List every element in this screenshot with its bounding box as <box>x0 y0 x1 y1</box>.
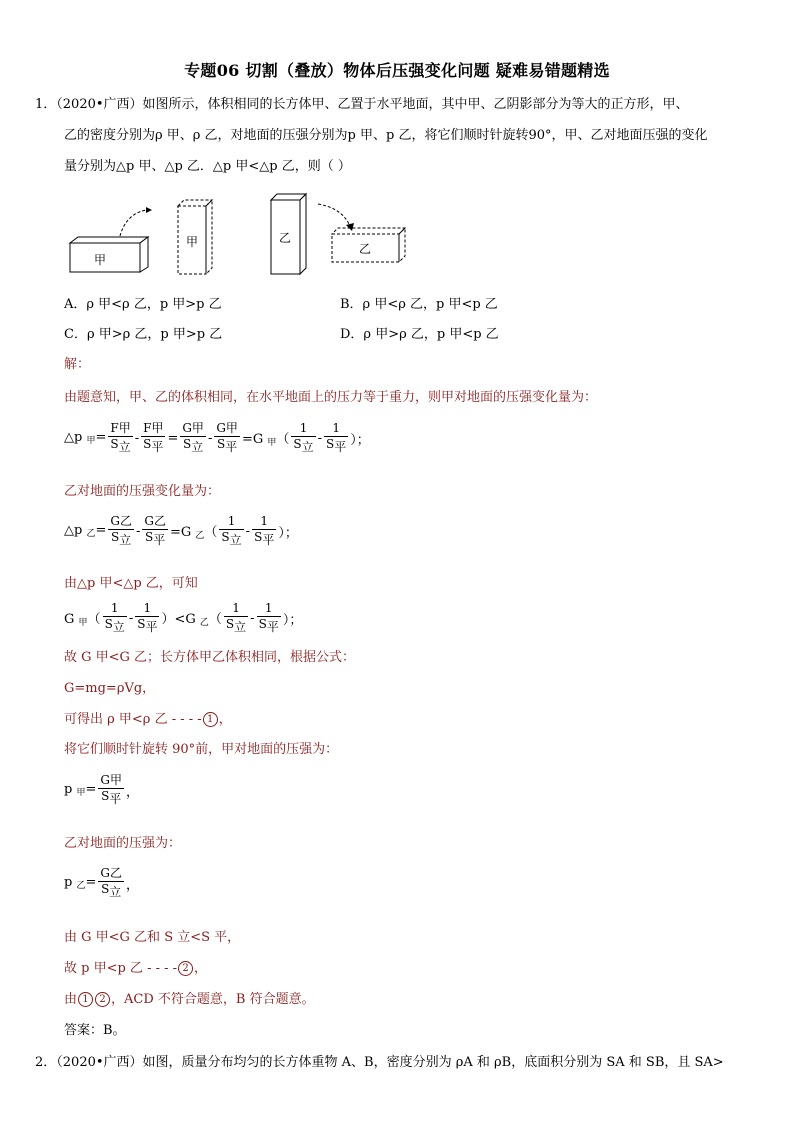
solution-step-7: 将它们顺时针旋转 90°前，甲对地面的压强为： <box>64 742 339 757</box>
solution-step-2: 乙对地面的压强变化量为： <box>64 484 221 499</box>
step-6-text: 可得出 ρ 甲<ρ 乙 - - - - <box>64 712 202 727</box>
q1-stem-line3: 量分别为△p 甲、△p 乙．△p 甲<△p 乙，则（ ） <box>64 159 351 174</box>
circled-number-2: 2 <box>178 961 193 976</box>
q1-figure <box>60 188 430 288</box>
solution-step-3: 由△p 甲<△p 乙，可知 <box>64 576 198 591</box>
box-jia-standing <box>178 200 212 274</box>
solution-step-6 <box>64 712 232 728</box>
box-yi-lying <box>332 228 405 262</box>
q1-stem-line1: 1．（2020•广西）如图所示，体积相同的长方体甲、乙置于水平地面，其中甲、乙阴影部分为等大的正方形，甲、 <box>35 97 689 112</box>
rotate-arrow-1 <box>120 210 146 236</box>
step-10-text: 故 p 甲<p 乙 - - - - <box>64 961 178 976</box>
solution-step-10 <box>64 961 207 977</box>
formula-p-yi: p $_乙$= $\frac{\text{G乙}}{\text{S立}}$ ， <box>64 866 139 899</box>
formula-delta-p-jia: △p $_甲$= $\frac{\text{F甲}}{\text{S立}}$ - $\frac{\text{F甲}}{\text{S平}}$ = $\frac{\text{G甲}}{\text{S立}}$ - $\frac{\text{G甲}}{\text{S平}}$ =G $_甲$（ $\frac{1}{\text{S立}}$ - $\frac{1}{\text{S平}}$ ）； <box>64 421 370 454</box>
option-a: A．ρ 甲<ρ 乙，p 甲>p 乙 <box>64 297 222 312</box>
formula-p-jia: p $_甲$= $\frac{\text{G甲}}{\text{S平}}$ ， <box>64 773 139 806</box>
answer-line: 答案：B。 <box>64 1023 126 1038</box>
label-jia-1: 甲 <box>93 253 107 267</box>
box-yi-standing <box>271 194 306 274</box>
solution-step-4: 故 G 甲<G 乙；长方体甲乙体积相同，根据公式： <box>64 650 356 665</box>
circled-number-1b: 1 <box>78 992 93 1007</box>
circled-number-1: 1 <box>203 712 218 727</box>
rotate-arrow-2 <box>318 204 350 226</box>
step-6-end: ， <box>218 712 232 727</box>
solution-step-5: G=mg=ρVg， <box>64 681 156 696</box>
formula-inequality: G $_甲$（ $\frac{1}{\text{S立}}$ - $\frac{1}{\text{S平}}$ ）<G $_乙$（ $\frac{1}{\text{S立}}$ - $\frac{1}{\text{S平}}$ ）； <box>64 601 303 634</box>
q2-stem-line1: 2．（2020•广西）如图，质量分布均匀的长方体重物 A、B，密度分别为 ρA 和 ρB，底面积分别为 SA 和 SB，且 SA> <box>35 1055 724 1070</box>
solution-step-9: 由 G 甲<G 乙和 S 立<S 平， <box>64 930 241 945</box>
option-b: B．ρ 甲<ρ 乙，p 甲<p 乙 <box>340 297 498 312</box>
label-yi-1: 乙 <box>278 231 292 245</box>
step-11-post: ，ACD 不符合题意，B 符合题意。 <box>111 992 315 1007</box>
step-11-pre: 由 <box>64 992 78 1007</box>
solution-step-8: 乙对地面的压强为： <box>64 836 182 851</box>
label-jia-2: 甲 <box>185 235 199 249</box>
option-c: C．ρ 甲>ρ 乙，p 甲>p 乙 <box>64 327 223 342</box>
circled-number-2b: 2 <box>95 992 110 1007</box>
label-yi-2: 乙 <box>358 242 372 256</box>
solution-label: 解： <box>64 357 91 372</box>
solution-step-11 <box>64 992 315 1008</box>
formula-delta-p-yi: △p $_乙$= $\frac{\text{G乙}}{\text{S立}}$ - $\frac{\text{G乙}}{\text{S平}}$ =G $_乙$（ $\frac{1}{\text{S立}}$ - $\frac{1}{\text{S平}}$ ）； <box>64 514 298 547</box>
option-d: D．ρ 甲>ρ 乙，p 甲<p 乙 <box>340 327 499 342</box>
step-10-end: ， <box>194 961 208 976</box>
page-title: 专题06 切割（叠放）物体后压强变化问题 疑难易错题精选 <box>184 61 610 80</box>
solution-step-1: 由题意知，甲、乙的体积相同，在水平地面上的压力等于重力，则甲对地面的压强变化量为： <box>64 390 598 405</box>
q1-stem-line2: 乙的密度分别为ρ 甲、ρ 乙，对地面的压强分别为p 甲、p 乙，将它们顺时针旋转90°，甲、乙对地面压强的变化 <box>64 128 708 143</box>
box-jia-lying <box>70 237 148 272</box>
